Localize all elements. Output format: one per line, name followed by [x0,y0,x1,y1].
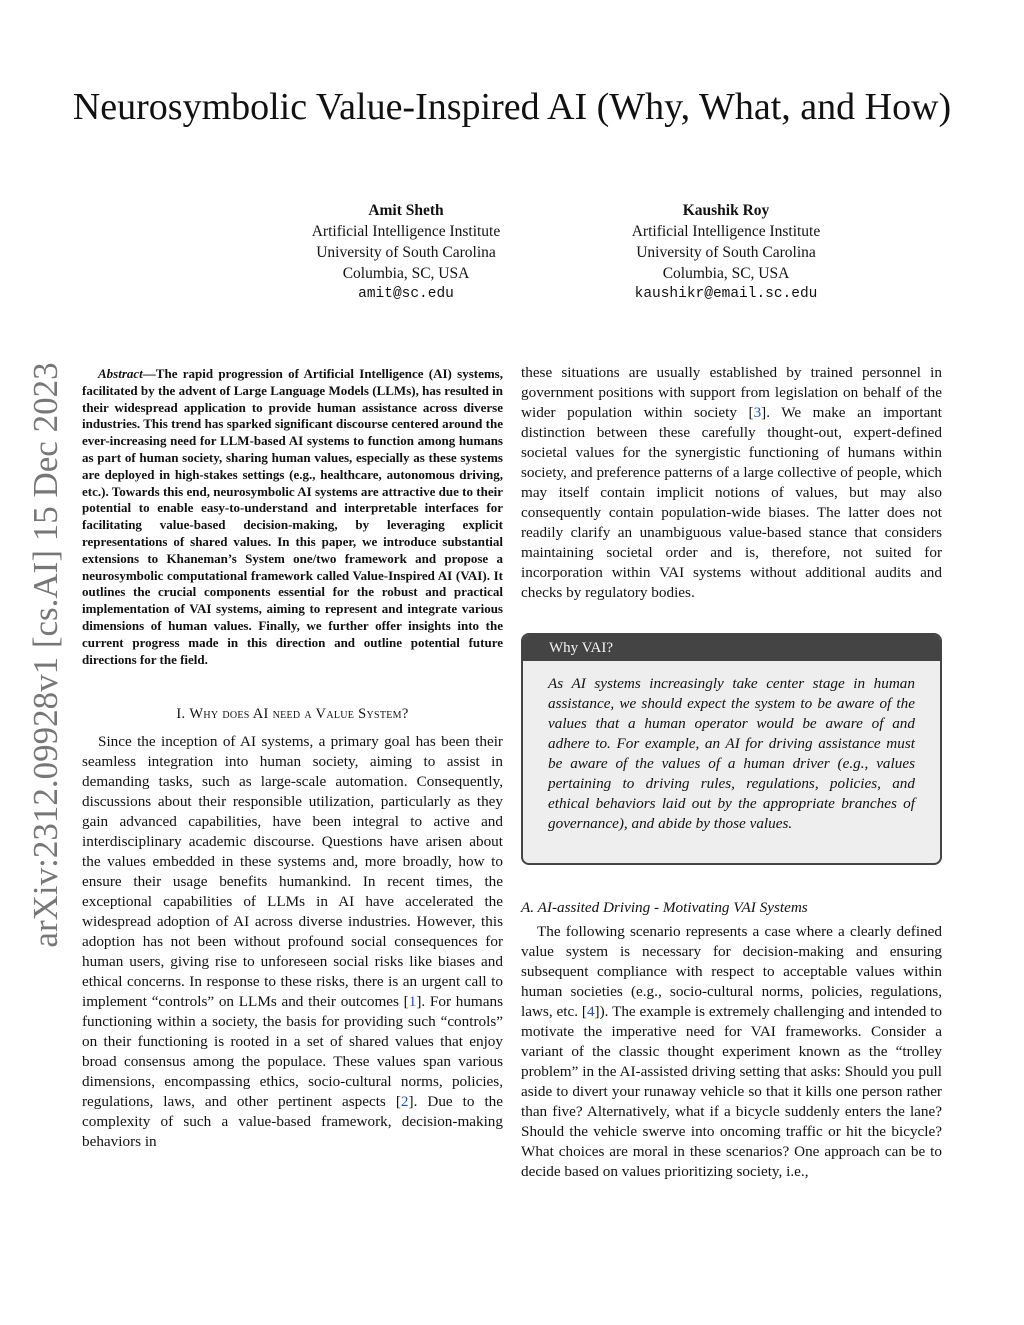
author-name: Amit Sheth [368,202,444,219]
author-block-2 [576,200,876,305]
why-vai-box-title: Why VAI? [523,635,940,661]
arxiv-identifier-text: arXiv:2312.09928v1 [cs.AI] 15 Dec 2023 [26,362,65,948]
author-block-1 [256,200,556,305]
left-column [82,366,503,1152]
citation-link[interactable]: 1 [408,993,417,1011]
subsection-heading [521,898,942,918]
body-paragraph: these situations are usually established by trained personnel in government positions with support from legislation on behalf of the wider population within society [3]. We make an important distinction between these carefully thought-out, expert-defined societal values for the synergistic functioning of humans within society, and preference patterns of a large collective of people, which may itself contain implicit notions of values, but may also consequently contain population-wide biases. The latter does not readily clarify an unambiguous value-based stance that considers maintaining societal order and is, therefore, not suited for incorporation within VAI systems without additional audits and checks by regulatory bodies. [521,364,942,601]
author-email[interactable]: amit@sc.edu [358,286,454,302]
citation-link[interactable]: 2 [400,1093,409,1111]
body-paragraph: Since the inception of AI systems, a primary goal has been their seamless integration into human society, aiming to assist in demanding tasks, such as large-scale automation. Consequently, discussions about their responsible utilization, particularly as they gain advanced capabilities, have been integral to active and interdisciplinary academic discourse. Questions have arisen about the values embedded in these systems and, more broadly, how to ensure their usage benefits humankind. In recent times, the exceptional capabilities of LLMs in AI have accelerated the widespread adoption of AI across diverse industries. However, this adoption has not been without profound social consequences for human users, giving rise to unforeseen social risks like biases and ethical concerns. In response to these risks, there is an urgent call to implement “controls” on LLMs and their outcomes [1]. For humans functioning within a society, the basis for providing such “controls” on their functioning is rooted in a set of shared values that enjoy broad consensus among the populace. These values span various dimensions, encompassing ethics, socio-cultural norms, policies, regulations, laws, and other pertinent aspects [2]. Due to the complexity of such a value-based framework, decision-making behaviors in [82,733,504,1151]
abstract-text: —The rapid progression of Artificial Intelligence (AI) systems, facilitated by the advent of Large Language Models (LLMs), has resulted in their widespread application to provide human assistance across diverse industries. This trend has sparked significant discourse centered around the ever-increasing need for LLM-based AI systems to function among humans as part of human society, sharing human values, especially as these systems are deployed in high-stakes settings (e.g., healthcare, autonomous driving, etc.). Towards this end, neurosymbolic AI systems are attractive due to their potential to enable easy-to-understand and interpretable interfaces for facilitating value-based decision-making, by leveraging explicit representations of shared values. In this paper, we introduce substantial extensions to Khaneman’s System one/two framework and propose a neurosymbolic computational framework called Value-Inspired AI (VAI). It outlines the crucial components essential for the robust and practical implementation of VAI systems, aiming to represent and integrate various dimensions of human values. Finally, we further offer insights into the current progress made in this direction and outline potential future directions for the field. [82,366,503,667]
author-location: Columbia, SC, USA [342,265,470,282]
author-name: Kaushik Roy [682,202,770,219]
author-email[interactable]: kaushikr@email.sc.edu [634,286,818,302]
why-vai-box-text: As AI systems increasingly take center stage in human assistance, we should expect the system to be aware of the values that a human operator would be aware of and adhere to. For example, an AI for driving assistance must be aware of the values of a human driver (e.g., values pertaining to driving rules, regulations, policies, and ethical behaviors laid out by the appropriate branches of governance), and abide by those values. [548,675,915,832]
author-university: University of South Carolina [316,244,496,261]
section-title: Why does AI need a Value System? [189,706,409,723]
paragraph-text: . We make an important distinction between these carefully thought-out, expert-defined societal values for the synergistic functioning of humans within society, and preference patterns of a large collective of people, which may itself contain implicit notions of values, but may also consequently contain population-wide biases. The latter does not readily clarify an unambiguous value-based stance that considers maintaining societal order and is, therefore, not suited for incorporation within VAI systems without additional audits and checks by regulatory bodies. [521,404,942,601]
paper-title: Neurosymbolic Value-Inspired AI (Why, What, and How) [72,86,952,128]
subsection-title: AI-assited Driving - Motivating VAI Systems [537,899,808,916]
author-affiliation: Artificial Intelligence Institute [311,223,501,240]
paragraph-text: ). The example is extremely challenging and intended to motivate the imperative need for VAI frameworks. Consider a variant of the classic thought experiment known as the “trolley problem” in the AI-assisted driving setting that asks: Should you pull aside to divert your runaway vehicle so that it kills one person rather than five? Alternatively, what if a bicycle suddenly enters the lane? Should the vehicle swerve into oncoming traffic or hit the bicycle? What choices are moral in these scenarios? One approach can be to decide based on values prioritizing society, i.e., [521,1003,942,1180]
arxiv-identifier [26,362,66,948]
author-university: University of South Carolina [636,244,816,261]
right-column-top [521,363,942,603]
author-location: Columbia, SC, USA [662,265,790,282]
right-column-bottom [521,898,942,1182]
abstract-label: Abstract [98,366,143,381]
citation-link[interactable]: 3 [753,404,762,421]
abstract [82,366,503,668]
paragraph-text: . For humans functioning within a society, the basis for providing such “controls” on their functioning is rooted in a set of shared values that enjoy broad consensus among the populace. These values span various dimensions, encompassing ethics, socio-cultural norms, policies, regulations, laws, and other pertinent aspects [82,993,503,1111]
why-vai-box [521,633,942,865]
author-affiliation: Artificial Intelligence Institute [631,223,821,240]
section-heading [82,704,503,724]
paragraph-text: The following scenario represents a case where a clearly defined value system is necessary for decision-making and ensuring subsequent compliance with respect to acceptable values within human societies (e.g., socio-cultural norms, policies, regulations, laws, etc. [521,923,942,1020]
citation-link[interactable]: 4 [586,1003,595,1020]
subsection-label: A. [521,899,535,916]
section-number: I. [176,706,186,723]
paragraph-text: these situations are usually established by trained personnel in government positions with support from legislation on behalf of the wider population within society [521,364,942,421]
body-paragraph: The following scenario represents a case where a clearly defined value system is necessary for decision-making and ensuring subsequent compliance with respect to acceptable values within human societies (e.g., socio-cultural norms, policies, regulations, laws, etc. [4]). The example is extremely challenging and intended to motivate the imperative need for VAI frameworks. Consider a variant of the classic thought experiment known as the “trolley problem” in the AI-assisted driving setting that asks: Should you pull aside to divert your runaway vehicle so that it kills one person rather than five? Alternatively, what if a bicycle suddenly enters the lane? Should the vehicle swerve into oncoming traffic or hit the bicycle? What choices are moral in these scenarios? One approach can be to decide based on values prioritizing society, i.e., [521,923,942,1180]
paragraph-text: Since the inception of AI systems, a primary goal has been their seamless integration into human society, aiming to assist in demanding tasks, such as large-scale automation. Consequently, discussions about their responsible utilization, particularly as they gain advanced capabilities, have been integral to active and interdisciplinary academic discourse. Questions have arisen about the values embedded in these systems and, more broadly, how to ensure their usage benefits humankind. In recent times, the exceptional capabilities of LLMs in AI have accelerated the widespread adoption of AI across diverse industries. However, this adoption has not been without profound social consequences for human users, giving rise to unforeseen social risks like biases and ethical concerns. In response to these risks, there is an urgent call to implement “controls” on LLMs and their outcomes [82,733,503,1011]
paragraph-text: . Due to the complexity of such a value-based framework, decision-making behaviors in [82,1093,504,1151]
